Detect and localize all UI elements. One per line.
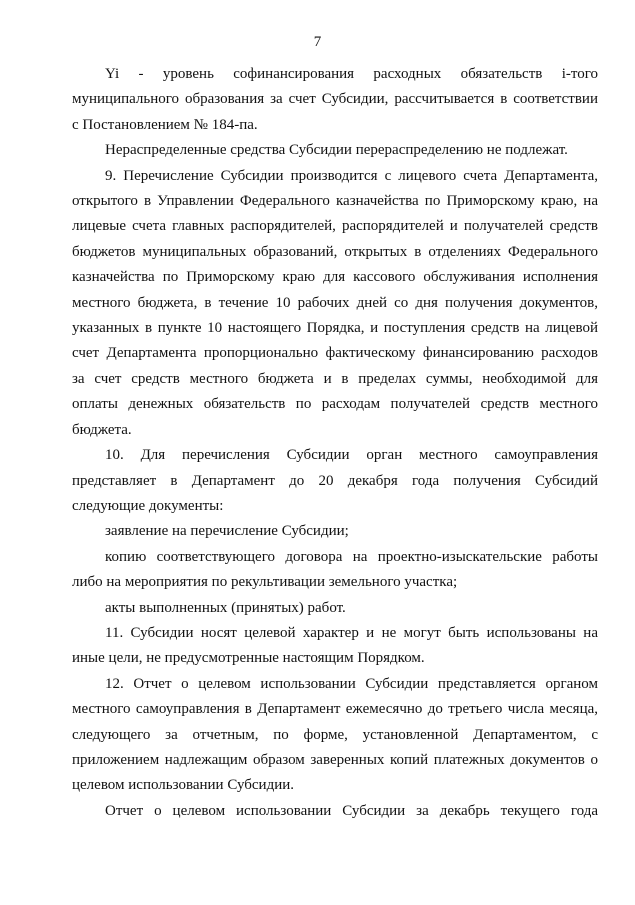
- text-line: 12. Отчет о целевом использовании Субсидии представляется органом: [105, 675, 598, 692]
- paragraph-item-9: [72, 164, 598, 443]
- text-line: следующего за отчетным, по форме, установленной Департаментом, с: [72, 726, 598, 743]
- paragraph-undistributed-funds: [72, 138, 598, 163]
- text-line: заявление на перечисление Субсидии;: [105, 523, 349, 540]
- paragraph-december-report: [72, 799, 598, 824]
- paragraph-item-12: [72, 672, 598, 799]
- paragraph-yi-definition: [72, 62, 598, 138]
- text-line: 10. Для перечисления Субсидии орган местного самоуправления: [105, 447, 598, 464]
- paragraph-application: [72, 519, 598, 544]
- text-line: местного самоуправления в Департамент ежемесячно до третьего числа месяца,: [72, 701, 598, 718]
- text-line: лицевые счета главных распорядителей, распорядителей и получателей средств: [72, 218, 598, 235]
- text-line: 9. Перечисление Субсидии производится с лицевого счета Департамента,: [105, 167, 598, 184]
- text-line: бюджета.: [72, 421, 132, 438]
- text-line: открытого в Управлении Федерального казначейства по Приморскому краю, на: [72, 193, 598, 210]
- text-line: представляет в Департамент до 20 декабря года получения Субсидий: [72, 472, 598, 489]
- text-line: оплаты денежных обязательств по расходам получателей средств местного: [72, 396, 598, 413]
- text-line: приложением надлежащим образом заверенных копий платежных документов о: [72, 751, 598, 768]
- text-line: иные цели, не предусмотренные настоящим Порядком.: [72, 650, 425, 667]
- paragraph-contract-copy: [72, 545, 598, 596]
- text-line: 11. Субсидии носят целевой характер и не могут быть использованы на: [105, 624, 598, 641]
- text-line: муниципального образования за счет Субсидии, рассчитывается в соответствии: [72, 91, 598, 108]
- paragraph-acts: [72, 596, 598, 621]
- text-line: казначейства по Приморскому краю для кассового обслуживания исполнения: [72, 269, 598, 286]
- text-line: указанных в пункте 10 настоящего Порядка, и поступления средств на лицевой: [72, 320, 598, 337]
- paragraph-item-10: [72, 443, 598, 519]
- text-line: счет Департамента пропорционально фактическому финансированию расходов: [72, 345, 598, 362]
- text-line: Отчет о целевом использовании Субсидии за декабрь текущего года: [105, 802, 598, 819]
- text-line: копию соответствующего договора на проектно-изыскательские работы: [105, 548, 598, 565]
- text-line: акты выполненных (принятых) работ.: [105, 599, 346, 616]
- text-line: за счет средств местного бюджета и в пределах суммы, необходимой для: [72, 370, 598, 387]
- text-line: следующие документы:: [72, 497, 224, 514]
- text-line: Нераспределенные средства Субсидии перераспределению не подлежат.: [105, 142, 568, 159]
- paragraph-item-11: [72, 621, 598, 672]
- text-line: Yi - уровень софинансирования расходных обязательств i-того: [105, 66, 598, 82]
- text-line: с Постановлением № 184-па.: [72, 116, 258, 133]
- text-line: бюджетов муниципальных образований, открытых в отделениях Федерального: [72, 243, 598, 260]
- text-line: местного бюджета, в течение 10 рабочих дней со дня получения документов,: [72, 294, 598, 311]
- text-line: целевом использовании Субсидии.: [72, 777, 295, 794]
- document-body: [72, 62, 598, 824]
- page-number: 7: [313, 34, 322, 50]
- text-line: либо на мероприятия по рекультивации земельного участка;: [72, 574, 458, 591]
